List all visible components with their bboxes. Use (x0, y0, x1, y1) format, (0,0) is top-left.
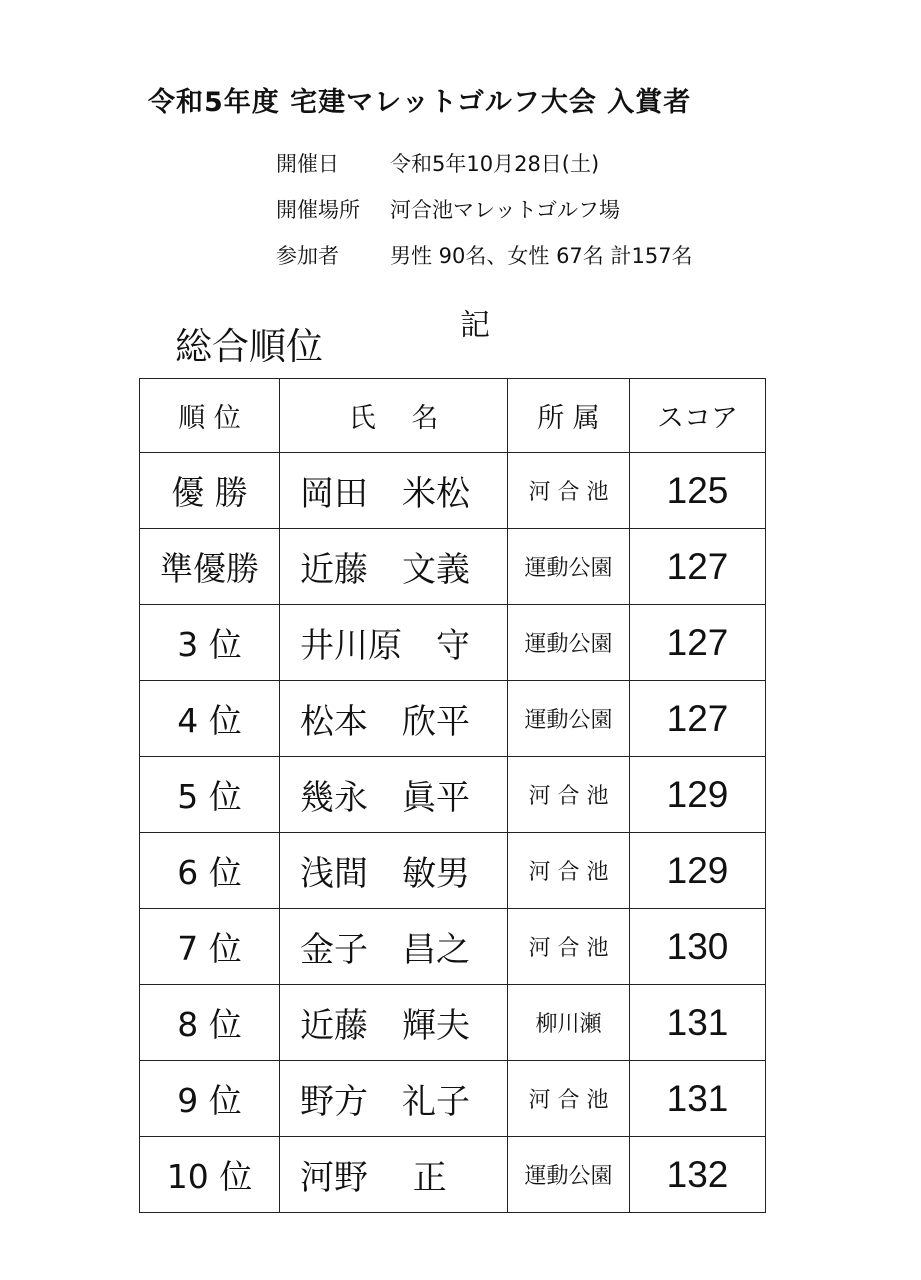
table-row (140, 453, 766, 529)
club-cell: 河 合 池 (508, 1061, 630, 1137)
rank-cell: 準優勝 (140, 529, 280, 605)
name-cell: 近藤 輝夫 (280, 985, 508, 1061)
club-cell: 運動公園 (508, 1137, 630, 1213)
section-title: 総合順位 (175, 325, 323, 368)
event-info (276, 140, 693, 278)
header-rank: 順 位 (140, 379, 280, 453)
rank-cell: 優 勝 (140, 453, 280, 529)
name-cell: 金子 昌之 (280, 909, 508, 985)
score-cell: 127 (630, 529, 766, 605)
ki-heading: 記 (460, 308, 490, 343)
header-name: 氏 名 (280, 379, 508, 453)
info-label: 開催場所 (276, 198, 360, 222)
table-row (140, 1061, 766, 1137)
score-cell: 127 (630, 681, 766, 757)
club-cell: 河 合 池 (508, 757, 630, 833)
name-cell: 浅間 敏男 (280, 833, 508, 909)
name-cell: 松本 欣平 (280, 681, 508, 757)
info-row-participants (276, 232, 693, 278)
table-row (140, 1137, 766, 1213)
info-label: 開催日 (276, 152, 339, 176)
club-cell: 運動公園 (508, 605, 630, 681)
score-cell: 131 (630, 985, 766, 1061)
table-row (140, 529, 766, 605)
club-cell: 運動公園 (508, 529, 630, 605)
table-row (140, 681, 766, 757)
table-row (140, 757, 766, 833)
header-score: スコア (630, 379, 766, 453)
score-cell: 130 (630, 909, 766, 985)
score-cell: 129 (630, 757, 766, 833)
name-cell: 近藤 文義 (280, 529, 508, 605)
table-row (140, 985, 766, 1061)
rank-cell: 8 位 (140, 985, 280, 1061)
score-cell: 127 (630, 605, 766, 681)
club-cell: 河 合 池 (508, 453, 630, 529)
score-cell: 132 (630, 1137, 766, 1213)
info-row-venue (276, 186, 693, 232)
rank-cell: 9 位 (140, 1061, 280, 1137)
name-cell: 岡田 米松 (280, 453, 508, 529)
table-header-row (140, 379, 766, 453)
score-cell: 129 (630, 833, 766, 909)
name-cell: 野方 礼子 (280, 1061, 508, 1137)
info-label: 参加者 (276, 244, 339, 268)
rank-cell: 3 位 (140, 605, 280, 681)
rank-cell: 4 位 (140, 681, 280, 757)
info-value: 男性 90名、女性 67名 計157名 (390, 244, 693, 268)
table-row (140, 909, 766, 985)
page-title: 令和5年度 宅建マレットゴルフ大会 入賞者 (148, 87, 692, 118)
score-cell: 125 (630, 453, 766, 529)
club-cell: 柳川瀬 (508, 985, 630, 1061)
header-club: 所 属 (508, 379, 630, 453)
rank-cell: 7 位 (140, 909, 280, 985)
table-row (140, 833, 766, 909)
club-cell: 河 合 池 (508, 909, 630, 985)
name-cell: 幾永 眞平 (280, 757, 508, 833)
rank-cell: 6 位 (140, 833, 280, 909)
rank-cell: 5 位 (140, 757, 280, 833)
info-value: 令和5年10月28日(土) (390, 152, 600, 176)
info-value: 河合池マレットゴルフ場 (390, 198, 620, 222)
table-row (140, 605, 766, 681)
club-cell: 運動公園 (508, 681, 630, 757)
name-cell: 河野 正 (280, 1137, 508, 1213)
rank-cell: 10 位 (140, 1137, 280, 1213)
name-cell: 井川原 守 (280, 605, 508, 681)
info-row-date (276, 140, 693, 186)
club-cell: 河 合 池 (508, 833, 630, 909)
score-cell: 131 (630, 1061, 766, 1137)
results-table (139, 378, 766, 1213)
